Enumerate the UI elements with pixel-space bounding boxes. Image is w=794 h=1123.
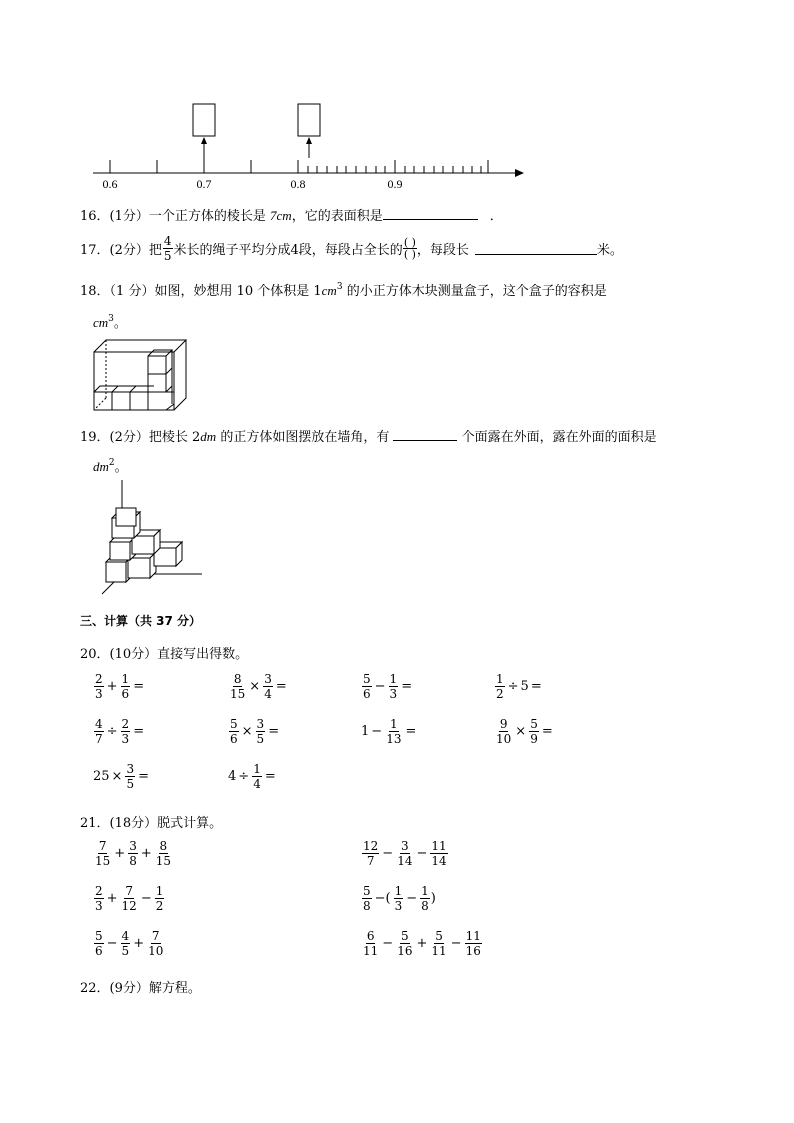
math-operator: − <box>140 891 152 906</box>
fraction: $\frac{11}{16}$ <box>465 929 481 958</box>
fraction: $\frac{4}{5}$ <box>163 234 172 263</box>
tick-label: 0.9 <box>387 177 403 191</box>
question-22-title <box>80 977 201 996</box>
math-operator: = <box>541 724 553 739</box>
q18-text-b: 的小正方体木块测量盒子，这个盒子的容积是 <box>342 284 607 299</box>
q21-title: 21．(18分）脱式计算。 <box>80 816 223 831</box>
answer-fraction-blank[interactable]: $\frac{( )}{( )}$ <box>403 236 416 261</box>
calc-exercise <box>228 763 278 790</box>
fraction: $\frac{3}{8}$ <box>129 839 137 868</box>
question-19-line2 <box>93 456 128 475</box>
math-operator: + <box>106 679 118 694</box>
fraction: $\frac{5}{9}$ <box>530 717 538 746</box>
math-operator: 1 <box>361 724 370 739</box>
calc-exercise <box>494 673 544 700</box>
arrow-right-icon <box>515 169 524 177</box>
q19-exp2: 2 <box>108 458 115 468</box>
fraction: $\frac{8}{15}$ <box>155 839 172 868</box>
arrow-up-icon <box>306 137 312 144</box>
fraction: $\frac{7}{10}$ <box>148 929 164 958</box>
stepwise-exercise <box>93 885 165 912</box>
math-operator: + <box>133 936 145 951</box>
fraction: $\frac{5}{16}$ <box>397 929 413 958</box>
math-operator: = <box>133 679 145 694</box>
q19-end: 。 <box>114 460 128 475</box>
q19-text-c: 个面露在外面，露在外面的面积是 <box>457 430 657 445</box>
fraction: $\frac{2}{3}$ <box>121 717 130 746</box>
stepwise-exercise <box>93 840 173 867</box>
answer-blank[interactable] <box>383 207 478 220</box>
math-operator: − <box>374 679 386 694</box>
math-operator: = <box>268 724 280 739</box>
fraction: $\frac{1}{6}$ <box>121 672 130 701</box>
q16-unit: cm <box>276 208 292 223</box>
math-operator: × <box>241 724 253 739</box>
math-operator: 25 <box>93 769 110 784</box>
math-operator: ÷ <box>507 679 519 694</box>
math-operator: − <box>382 936 394 951</box>
answer-box-1 <box>193 104 215 136</box>
math-operator: ÷ <box>238 769 250 784</box>
fraction: $\frac{7}{15}$ <box>95 839 111 868</box>
answer-box-2 <box>298 104 320 136</box>
q20-title: 20．(10分）直接写出得数。 <box>80 647 249 662</box>
stepwise-exercise <box>361 885 436 912</box>
math-operator: − <box>450 936 462 951</box>
calc-exercise <box>93 718 146 745</box>
math-operator: −( <box>374 891 391 906</box>
section-title <box>80 612 201 629</box>
q17-mid2: ，每段长 <box>416 243 469 258</box>
math-operator: = <box>133 724 145 739</box>
fraction: $\frac{6}{11}$ <box>363 929 379 958</box>
fraction: $\frac{5}{6}$ <box>95 929 103 958</box>
cube-stack-figure <box>92 478 207 600</box>
fraction: $\frac{3}{5}$ <box>126 762 135 791</box>
math-operator: × <box>249 679 261 694</box>
math-operator: + <box>106 891 118 906</box>
q18-exp: 3 <box>336 282 343 292</box>
q18-end: 。 <box>113 316 127 331</box>
tick-label: 0.8 <box>290 177 306 191</box>
q22-title: 22．(9分）解方程。 <box>80 981 201 996</box>
fraction: $\frac{5}{6}$ <box>363 672 371 701</box>
math-operator: = <box>401 679 413 694</box>
fraction: $\frac{3}{5}$ <box>256 717 265 746</box>
fraction: $\frac{4}{7}$ <box>95 717 103 746</box>
fraction: $\frac{1}{3}$ <box>389 672 398 701</box>
math-operator: = <box>275 679 287 694</box>
number-line-figure <box>85 98 535 193</box>
answer-blank[interactable] <box>475 242 597 255</box>
math-operator: = <box>138 769 149 784</box>
box-figure <box>90 338 190 414</box>
answer-blank[interactable] <box>393 428 457 441</box>
fraction: $\frac{2}{3}$ <box>95 672 103 701</box>
fraction: $\frac{8}{15}$ <box>230 672 246 701</box>
fraction: $\frac{11}{14}$ <box>431 839 447 868</box>
q19-unit2: dm <box>93 459 109 474</box>
fraction: $\frac{2}{3}$ <box>95 884 103 913</box>
calc-exercise <box>228 673 289 700</box>
stepwise-exercise <box>361 840 449 867</box>
fraction: $\frac{1}{13}$ <box>386 717 402 746</box>
q16-end: ． <box>489 209 503 224</box>
fraction: $\frac{12}{7}$ <box>363 839 379 868</box>
math-operator: 5 <box>520 679 529 694</box>
calc-exercise <box>93 763 151 790</box>
math-operator: + <box>140 846 152 861</box>
fraction: $\frac{1}{8}$ <box>421 884 429 913</box>
q18-unit: cm <box>321 283 337 298</box>
q18-unit2: cm <box>93 315 109 330</box>
tick-label: 0.6 <box>102 177 118 191</box>
math-operator: = <box>530 679 542 694</box>
math-operator: 4 <box>228 769 237 784</box>
q16-value: 7 <box>270 208 277 223</box>
math-operator: − <box>106 936 118 951</box>
q18-text: 18．（1 分）如图，妙想用 10 个体积是 1 <box>80 284 322 299</box>
stepwise-exercise <box>361 930 483 957</box>
calc-exercise <box>228 718 281 745</box>
fraction: $\frac{7}{12}$ <box>121 884 137 913</box>
fraction: $\frac{1}{2}$ <box>496 672 504 701</box>
fraction: $\frac{5}{11}$ <box>431 929 447 958</box>
question-17 <box>80 235 623 262</box>
math-operator: ) <box>430 891 436 906</box>
fraction: $\frac{1}{4}$ <box>253 762 261 791</box>
q19-unit: dm <box>200 429 217 444</box>
calc-exercise <box>494 718 555 745</box>
fraction: $\frac{5}{6}$ <box>230 717 238 746</box>
q19-text-b: 的正方体如图摆放在墙角，有 <box>216 430 394 445</box>
math-operator: − <box>382 846 394 861</box>
section-3-title: 三、计算（共 37 分） <box>80 614 202 628</box>
fraction: $\frac{3}{4}$ <box>264 672 272 701</box>
fraction: $\frac{4}{5}$ <box>121 929 130 958</box>
math-operator: = <box>264 769 276 784</box>
fraction: $\frac{5}{8}$ <box>363 884 371 913</box>
math-operator: − <box>371 724 383 739</box>
math-operator: + <box>114 846 126 861</box>
question-18-line2 <box>93 312 127 331</box>
q18-exp2: 3 <box>108 314 114 324</box>
fraction: $\frac{3}{14}$ <box>397 839 413 868</box>
q17-end: 米。 <box>596 243 623 258</box>
q19-text: 19．(2分）把棱长 2 <box>80 430 201 445</box>
calc-exercise <box>361 673 414 700</box>
math-operator: × <box>111 769 123 784</box>
question-16 <box>80 205 503 224</box>
fraction: $\frac{1}{2}$ <box>155 884 164 913</box>
arrow-up-icon <box>201 137 207 144</box>
question-18-line1 <box>80 280 607 299</box>
math-operator: − <box>416 846 428 861</box>
q17-text: 17．(2分）把 <box>80 243 162 258</box>
tick-label: 0.7 <box>196 177 212 191</box>
math-operator: × <box>515 724 527 739</box>
stepwise-exercise <box>93 930 165 957</box>
q17-mid: 米长的绳子平均分成4段，每段占全长的 <box>173 243 403 258</box>
question-21-title <box>80 812 222 831</box>
question-19-line1 <box>80 426 657 445</box>
fraction: $\frac{9}{10}$ <box>496 717 512 746</box>
math-operator: + <box>416 936 428 951</box>
q16-text: 16．(1分）一个正方体的棱长是 <box>80 209 271 224</box>
math-operator: = <box>405 724 417 739</box>
question-20-title <box>80 643 248 662</box>
calc-exercise <box>93 673 146 700</box>
q16-suffix: ，它的表面积是 <box>291 209 383 224</box>
math-operator: ÷ <box>106 724 118 739</box>
math-operator: − <box>406 891 418 906</box>
calc-exercise <box>361 718 418 745</box>
fraction: $\frac{1}{3}$ <box>394 884 403 913</box>
